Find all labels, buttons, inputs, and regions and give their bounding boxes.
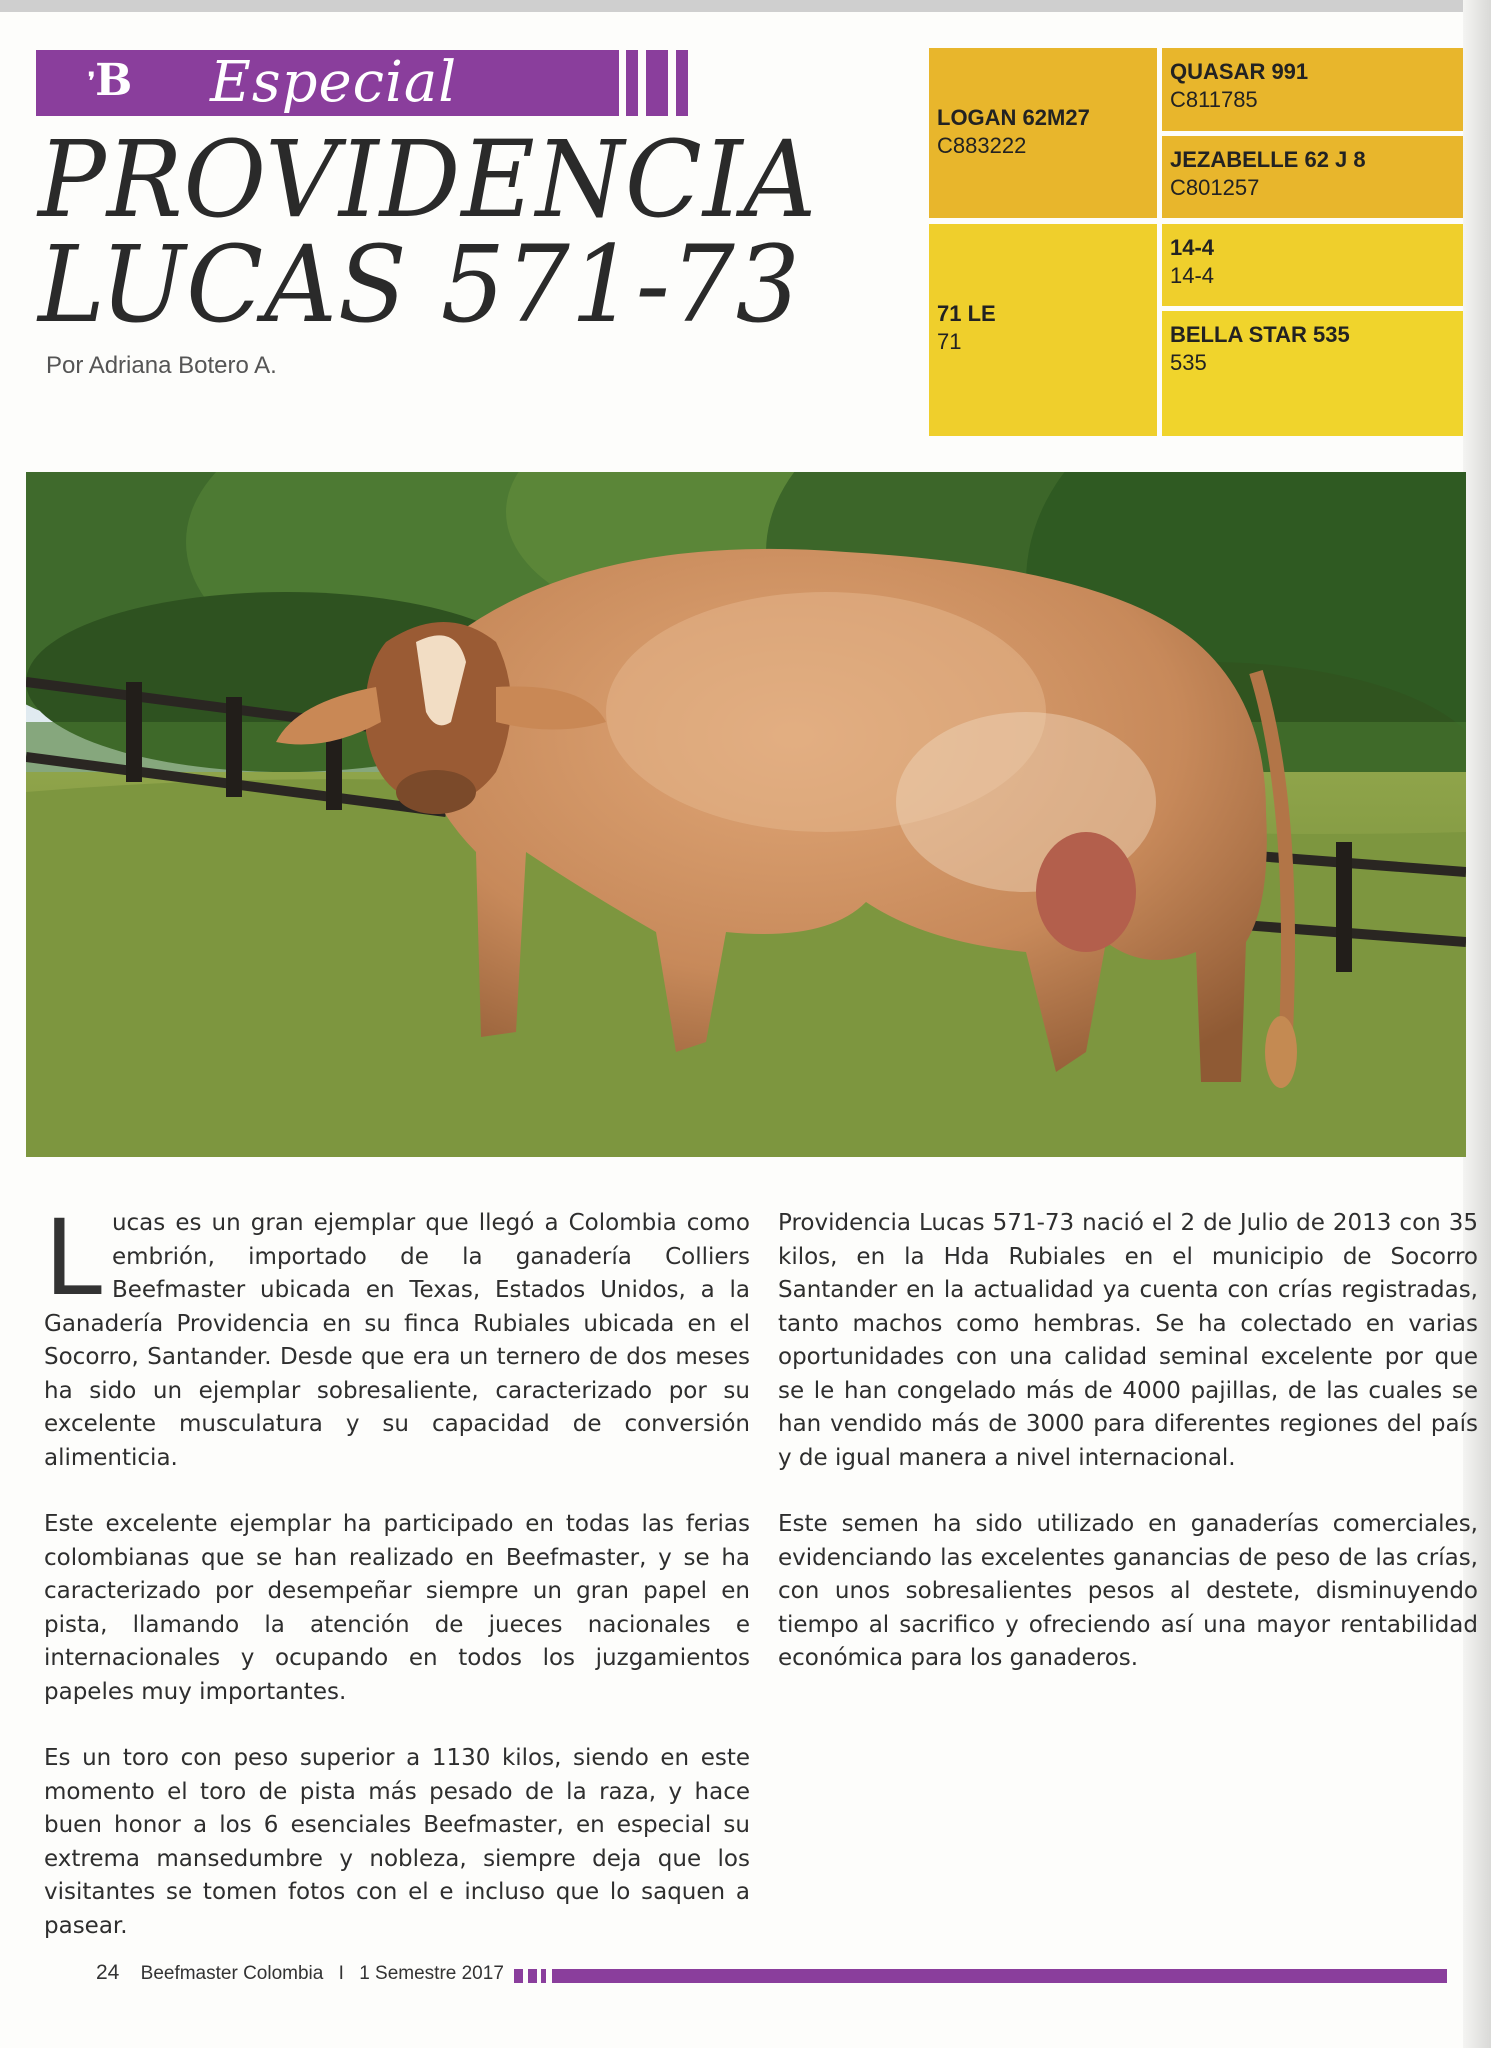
article-paragraph: Es un toro con peso superior a 1130 kilos, siendo en este momento el toro de pista más pesado de la raza, y hace buen honor a los 6 esenciales Beefmaster, en especial su extrema mansedumbre y nobleza, siempre deja que los visitantes se tomen fotos con el e incluso que lo saquen a pasear. xyxy=(44,1745,750,1939)
pedigree-name: 14-4 xyxy=(1170,235,1215,260)
page-edge xyxy=(0,0,1491,12)
pedigree-dam xyxy=(929,224,1157,436)
pedigree-sire xyxy=(929,48,1157,218)
bar-accent-block xyxy=(646,50,668,116)
footer-accent-block xyxy=(541,1969,546,1983)
footer-rule xyxy=(552,1969,1447,1983)
pedigree-sire-dam xyxy=(1162,136,1463,218)
issue-label: 1 Semestre 2017 xyxy=(359,1963,504,1984)
pedigree-registration: C801257 xyxy=(1170,175,1260,200)
pedigree-sire-sire xyxy=(1162,48,1463,131)
section-label: Especial xyxy=(210,50,458,115)
article-column-left xyxy=(44,1197,750,1976)
footer-accent-block xyxy=(528,1969,537,1983)
pedigree-name: QUASAR 991 xyxy=(1170,59,1309,84)
article-paragraph: Este semen ha sido utilizado en ganaderías comerciales, evidenciando las excelentes ganancias de peso de las crías, con unos sobresalientes pesos al destete, disminuyendo tiempo al sacrifico y ofreciendo así una mayor rentabilidad económica para los ganaderos. xyxy=(778,1511,1478,1671)
bar-accent-block xyxy=(626,50,638,116)
article-paragraph: Providencia Lucas 571-73 nació el 2 de Julio de 2013 con 35 kilos, en la Hda Rubiales en el municipio de Socorro Santander en la actualidad ya cuenta con crías registradas, tanto machos como hembras. Se ha colectado en varias oportunidades con una calidad seminal excelente por que se le han congelado más de 4000 pajillas, de las cuales se han vendido más de 3000 para diferentes regiones del país y de igual manera a nivel internacional. xyxy=(778,1210,1478,1471)
pedigree-registration: 14-4 xyxy=(1170,263,1215,288)
byline: Por Adriana Botero A. xyxy=(46,352,277,379)
bar-accent-block xyxy=(676,50,688,116)
page-footer xyxy=(96,1961,504,1985)
beefmaster-logo: ❜B xyxy=(88,55,133,106)
article-paragraph: Este excelente ejemplar ha participado en todas las ferias colombianas que se han realizado en Beefmaster, y se ha caracterizado por desempeñar siempre un gran papel en pista, llamando la atención de jueces nacionales e internacionales y ocupando en todos los juzgamientos papeles muy importantes. xyxy=(44,1511,750,1705)
page-number: 24 xyxy=(96,1961,120,1984)
article-paragraph-text: ucas es un gran ejemplar que llegó a Colombia como embrión, importado de la ganadería Colliers Beefmaster ubicada en Texas, Estados Unidos, a la Ganadería Providencia en su finca Rubiales ubicada en el Socorro, Santander. Desde que era un ternero de dos meses ha sido un ejemplar sobresaliente, caracterizado por su excelente musculatura y su capacidad de conversión alimenticia. xyxy=(44,1210,750,1471)
pedigree-registration: C811785 xyxy=(1170,87,1258,112)
pedigree-name: LOGAN 62M27 xyxy=(937,105,1090,130)
pedigree-name: BELLA STAR 535 xyxy=(1170,322,1350,347)
footer-separator: I xyxy=(338,1963,344,1984)
footer-accent-block xyxy=(514,1969,523,1983)
pedigree-chart xyxy=(929,48,1463,436)
pedigree-registration: 71 xyxy=(937,329,962,354)
page-gutter-shadow xyxy=(1463,0,1491,2048)
pedigree-name: 71 LE xyxy=(937,301,996,326)
article-title-line-2: LUCAS 571-73 xyxy=(38,223,801,346)
pedigree-name: JEZABELLE 62 J 8 xyxy=(1170,147,1366,172)
logo-letter: B xyxy=(95,55,133,106)
article-title-line-1: PROVIDENCIA xyxy=(38,118,818,241)
pedigree-dam-dam xyxy=(1162,311,1463,436)
article-paragraph xyxy=(44,1197,750,1475)
pedigree-dam-sire xyxy=(1162,224,1463,306)
article-column-right xyxy=(778,1207,1478,1709)
pedigree-registration: 535 xyxy=(1170,350,1207,375)
bull-photo xyxy=(26,472,1466,1157)
drop-cap: L xyxy=(44,1197,102,1319)
pedigree-registration: C883222 xyxy=(937,133,1027,158)
publication-name: Beefmaster Colombia xyxy=(140,1963,324,1984)
